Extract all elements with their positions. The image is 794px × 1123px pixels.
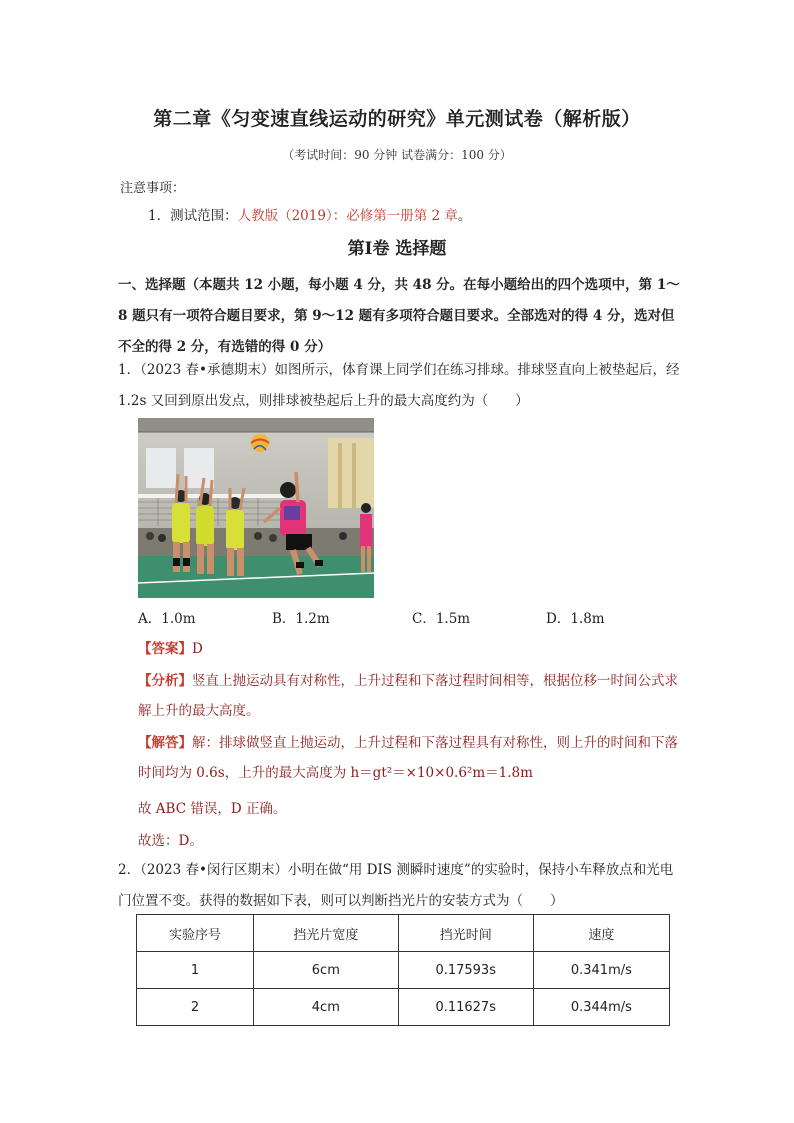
option-a[interactable]: A．1.0m: [138, 611, 196, 627]
solution-tag: 【解答】: [138, 735, 192, 751]
experiment-table: [136, 914, 670, 1026]
volleyball-photo: [138, 418, 374, 598]
option-b[interactable]: B．1.2m: [272, 611, 330, 627]
analysis-tag: 【分析】: [138, 673, 192, 689]
table-cell: 6cm: [254, 952, 399, 989]
table-cell: 2: [137, 989, 254, 1026]
table-cell: 0.341m/s: [533, 952, 669, 989]
part1-instructions: 一、选择题（本题共 12 小题，每小题 4 分，共 48 分。在每小题给出的四个选项中，第 1～8 题只有一项符合题目要求，第 9～12 题有多项符合题目要求。全部选对的得 4 分，选对但不全的得 2 分，有选错的得 0 分）: [118, 277, 680, 355]
solution-text: 解：排球做竖直上抛运动，上升过程和下落过程具有对称性，则上升的时间和下落时间均为 0.6s，上升的最大高度为 h＝gt²＝×10×0.6²m＝1.8m: [138, 735, 678, 781]
solution-block: [138, 728, 688, 788]
table-header-row: [137, 915, 670, 952]
table-cell: 4cm: [254, 989, 399, 1026]
table-header: 速度: [533, 915, 669, 952]
conclusion-text: 故 ABC 错误，D 正确。: [138, 801, 287, 817]
table-header: 挡光时间: [398, 915, 533, 952]
answer-tag: 【答案】: [138, 641, 192, 657]
exam-subtitle: （考试时间：90 分钟 试卷满分：100 分）: [282, 148, 512, 162]
scope-prefix: 1．测试范围：: [148, 208, 238, 224]
scope-suffix: 。: [457, 208, 472, 224]
table-header: 实验序号: [137, 915, 254, 952]
option-c[interactable]: C．1.5m: [412, 611, 471, 627]
option-d[interactable]: D．1.8m: [546, 611, 605, 627]
answer-value: D: [192, 641, 203, 657]
scope-text: 人教版（2019）：必修第一册第 2 章: [237, 208, 458, 224]
answer-line: [138, 634, 688, 664]
table-row: [137, 989, 670, 1026]
table-row: [137, 952, 670, 989]
notice-label: 注意事项：: [120, 181, 186, 196]
table-header: 挡光片宽度: [254, 915, 399, 952]
table-cell: 0.17593s: [398, 952, 533, 989]
page-title: 第二章《匀变速直线运动的研究》单元测试卷（解析版）: [153, 108, 641, 130]
analysis-block: [138, 666, 688, 726]
question-1-stem: 1．（2023 春•承德期末）如图所示，体育课上同学们在练习排球。排球竖直向上被垫起后，经 1.2s 又回到原出发点，则排球被垫起后上升的最大高度约为（ ）: [118, 362, 680, 409]
table-cell: 1: [137, 952, 254, 989]
table-cell: 0.344m/s: [533, 989, 669, 1026]
choice-text: 故选：D。: [138, 833, 203, 849]
table-cell: 0.11627s: [398, 989, 533, 1026]
test-scope: [148, 204, 471, 224]
analysis-text: 竖直上抛运动具有对称性，上升过程和下落过程时间相等，根据位移一时间公式求解上升的最大高度。: [138, 673, 678, 719]
section-title: 第Ⅰ卷 选择题: [347, 239, 447, 259]
question-2-stem: 2．（2023 春•闵行区期末）小明在做“用 DIS 测瞬时速度”的实验时，保持小车释放点和光电门位置不变。获得的数据如下表，则可以判断挡光片的安装方式为（ ）: [118, 862, 674, 909]
